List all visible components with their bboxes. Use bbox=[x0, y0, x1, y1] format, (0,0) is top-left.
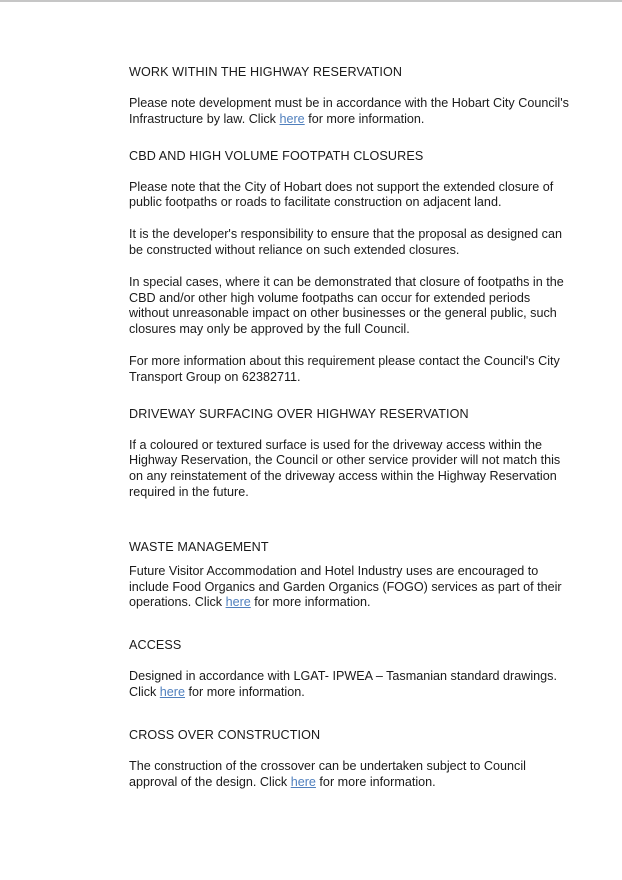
spacer bbox=[129, 386, 569, 406]
paragraph-text-after-link: for more information. bbox=[304, 111, 425, 126]
section-heading-cbd-high-volume-footpath-closures: CBD AND HIGH VOLUME FOOTPATH CLOSURES bbox=[129, 148, 424, 163]
paragraph-cross-over-construction bbox=[129, 759, 569, 791]
more-information-link[interactable]: here bbox=[290, 774, 316, 789]
spacer bbox=[129, 701, 569, 727]
spacer bbox=[129, 259, 569, 275]
document-content bbox=[129, 64, 569, 790]
spacer bbox=[129, 743, 569, 759]
spacer bbox=[129, 164, 569, 180]
more-information-link[interactable]: here bbox=[159, 684, 186, 699]
paragraph-text-after-link: for more information. bbox=[185, 684, 305, 699]
spacer bbox=[129, 80, 569, 96]
section-heading-cross-over-construction: CROSS OVER CONSTRUCTION bbox=[129, 727, 321, 742]
paragraph-waste-management bbox=[129, 564, 569, 611]
spacer bbox=[129, 611, 569, 637]
spacer bbox=[129, 653, 569, 669]
section-heading-access: ACCESS bbox=[129, 638, 182, 653]
more-information-link[interactable]: here bbox=[225, 595, 251, 610]
spacer bbox=[129, 128, 569, 148]
paragraph-text-after-link: for more information. bbox=[315, 774, 436, 789]
paragraph-access bbox=[129, 669, 569, 701]
spacer bbox=[129, 211, 569, 227]
paragraph-developer-responsibility: It is the developer's responsibility to ensure that the proposal as designed can be constructed without reliance on such extended closures. bbox=[129, 227, 562, 257]
paragraph-driveway-surfacing: If a coloured or textured surface is used for the driveway access within the Highway Reservation, the Council or other service provider will not match this on any reinstatement of the driveway access within the Highway Reservation required in the future. bbox=[129, 437, 561, 499]
spacer bbox=[129, 501, 569, 539]
more-information-link[interactable]: here bbox=[279, 111, 305, 126]
section-heading-work-within-highway-reservation: WORK WITHIN THE HIGHWAY RESERVATION bbox=[129, 65, 403, 79]
page-top-border bbox=[0, 0, 622, 2]
paragraph-footpath-closure-support: Please note that the City of Hobart does not support the extended closure of public footpaths or roads to facilitate construction on adjacent land. bbox=[129, 179, 554, 210]
paragraph-text-before-link: Please note development must be in accordance with the Hobart City Council's Infrastructure by law. Click bbox=[129, 96, 569, 126]
paragraph-city-transport-group-contact: For more information about this requirement please contact the Council's City Transport Group on 62382711. bbox=[129, 353, 560, 384]
spacer bbox=[129, 422, 569, 438]
paragraph-text-before-link: Designed in accordance with LGAT- IPWEA – Tasmanian standard drawings. Click bbox=[129, 669, 557, 699]
paragraph-text-before-link: Future Visitor Accommodation and Hotel Industry uses are encouraged to include Food Organics and Garden Organics (FOGO) services as part of their operations. Click bbox=[129, 563, 562, 610]
section-heading-driveway-surfacing-over-highway-reservation: DRIVEWAY SURFACING OVER HIGHWAY RESERVATION bbox=[129, 406, 469, 421]
spacer bbox=[129, 338, 569, 354]
paragraph-text-before-link: The construction of the crossover can be undertaken subject to Council approval of the design. Click bbox=[129, 758, 526, 789]
paragraph-special-cases: In special cases, where it can be demonstrated that closure of footpaths in the CBD and/or other high volume footpaths can occur for extended periods without unreasonable impact on other businesses or the general public, such closures may only be approved by the full Council. bbox=[129, 274, 564, 337]
section-heading-waste-management: WASTE MANAGEMENT bbox=[129, 539, 269, 554]
paragraph-work-within-highway-reservation bbox=[129, 96, 569, 128]
paragraph-text-after-link: for more information. bbox=[250, 595, 371, 610]
spacer bbox=[129, 555, 569, 564]
